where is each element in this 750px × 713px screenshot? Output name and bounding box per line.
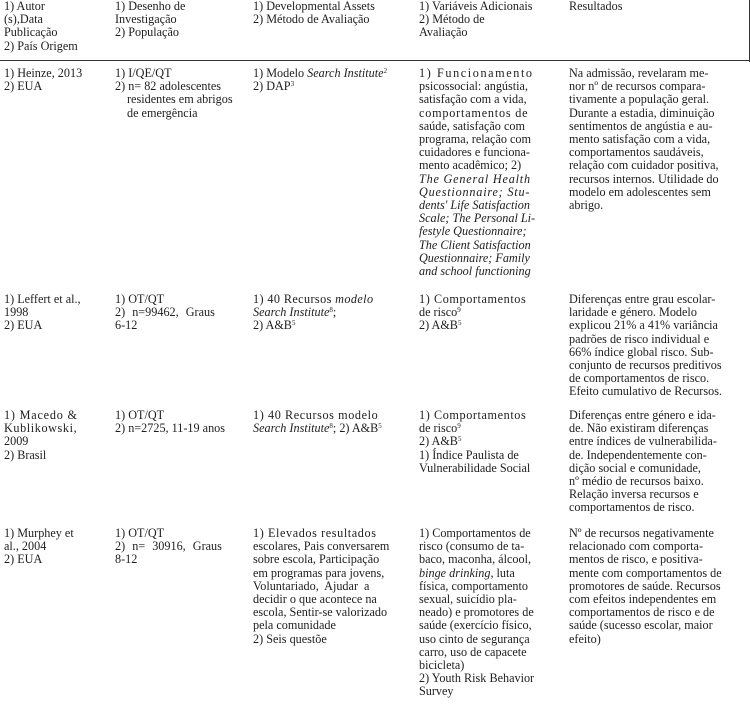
footnote-ref: 5: [457, 435, 462, 444]
text-fragment: 2) A&B: [253, 318, 292, 333]
text-fragment: ;: [332, 305, 337, 320]
text-line: 1) Leffert et al.,: [4, 292, 81, 306]
text-line: 1) Comportamentos: [419, 292, 527, 306]
text-line: 8-12: [115, 552, 138, 567]
header-line: 1) Developmental Assets: [253, 0, 375, 13]
text-line: psicossocial: angústia,: [419, 79, 528, 94]
text-line: 1) Funcionamento: [419, 66, 534, 80]
text-line: 66% índice global risco. Sub-: [569, 344, 714, 359]
text-line: 1) Índice Paulista de: [419, 447, 519, 462]
text-line: em programas para jovens,: [253, 565, 385, 580]
footnote-ref: 8: [329, 422, 333, 431]
text-fragment-italic: Search Institute: [253, 421, 330, 436]
text-fragment: 1) 40 Recursos: [253, 292, 336, 306]
text-line: mente com comportamentos de: [569, 565, 722, 580]
header-line: Publicação: [4, 25, 58, 40]
cell-author: [0, 523, 111, 705]
table-row: [0, 523, 750, 705]
header-line: 2) População: [115, 25, 179, 40]
text-line: comportamentos de risco.: [569, 500, 695, 515]
cell-design: [111, 523, 249, 705]
cell-results: [565, 523, 750, 705]
text-fragment: ; 2) A&B: [332, 421, 379, 436]
text-line: carro, uso de capacete: [419, 644, 527, 659]
header-line: Resultados: [569, 0, 623, 13]
text-line: neado) e promotores de: [419, 605, 534, 620]
cell-author: [0, 405, 111, 523]
text-line: Efeito cumulativo de Recursos.: [569, 384, 722, 399]
header-line: (s),Data: [4, 12, 43, 27]
text-line: comportamentos saudáveis,: [569, 145, 704, 160]
text-line: 2) n=2725, 11-19 anos: [115, 421, 226, 436]
text-line: 2) EUA: [4, 552, 43, 567]
text-line: 1) I/QE/QT: [115, 66, 172, 80]
text-line: de. Não existiram diferenças: [569, 421, 709, 436]
text-line: baco, maconha, álcool,: [419, 552, 532, 567]
text-line: sobre escola, Participação: [253, 552, 380, 567]
text-line: recursos internos. Utilidade do: [569, 171, 719, 186]
header-assets: [249, 0, 415, 61]
header-line: 1) Desenho de: [115, 0, 186, 13]
table-row: [0, 405, 750, 523]
text-fragment: , luta: [490, 565, 515, 580]
text-line-italic: and school functioning: [419, 264, 531, 279]
text-line: padrões de risco individual e: [569, 331, 710, 346]
text-line: 1) Macedo &: [4, 408, 78, 422]
header-line: 2) Método de: [419, 12, 485, 27]
footnote-ref: 5: [457, 319, 462, 328]
text-line: [253, 80, 411, 93]
text-line: [419, 435, 561, 448]
text-line: sentimentos de angústia e au-: [569, 118, 713, 133]
text-line: 1) 40 Recursos modelo: [253, 408, 379, 422]
text-fragment: 2) A&B: [419, 318, 458, 333]
text-line: comportamentos de risco e de: [569, 605, 715, 620]
text-line: decidir o que acontece na: [253, 592, 377, 607]
footnote-ref: 2: [383, 67, 388, 75]
text-fragment: 2) A&B: [419, 434, 458, 449]
text-fragment-italic: Search Institute: [307, 66, 384, 80]
footnote-ref: 9: [457, 306, 461, 315]
header-line: 2) País Origem: [4, 38, 78, 53]
text-line-italic: The General Health: [419, 171, 531, 186]
text-line: 1) Heinze, 2013: [4, 66, 83, 80]
text-line-italic: Questionnaire; Stu-: [419, 184, 531, 199]
text-line: pela comunidade: [253, 618, 336, 633]
footnote-ref: 5: [378, 422, 382, 431]
text-line: uso cinto de segurança: [419, 631, 530, 646]
text-line: escola, Sentir-se valorizado: [253, 605, 388, 620]
text-line: escolares, Pais conversarem: [253, 539, 390, 554]
text-fragment: de risco: [419, 305, 458, 320]
text-line-italic: The Client Satisfaction: [419, 237, 531, 252]
text-line: 2) Seis questõe: [253, 631, 327, 646]
cell-assets: [249, 523, 415, 705]
text-line: Kublikowski,: [4, 421, 78, 436]
text-line: Diferenças entre género e ida-: [569, 408, 716, 422]
text-line: 2) Youth Risk Behavior: [419, 671, 535, 686]
text-line: 2) EUA: [4, 79, 43, 94]
text-fragment-italic: binge drinking: [419, 565, 491, 580]
text-line: 1) Murphey et: [4, 526, 74, 540]
text-line: Durante a estadia, diminuição: [569, 105, 715, 120]
cell-results: [565, 405, 750, 523]
text-line: relação com cuidador positiva,: [569, 158, 719, 173]
text-line-italic: Scale; The Personal Li-: [419, 211, 536, 226]
footnote-ref: 9: [457, 422, 461, 431]
header-design: [111, 0, 249, 61]
text-line: de comportamentos de risco.: [569, 371, 710, 386]
text-fragment: 1) Modelo: [253, 66, 308, 80]
header-line: Avaliação: [419, 25, 468, 40]
cell-variables: [415, 405, 565, 523]
text-line: explicou 21% a 41% variância: [569, 318, 718, 333]
text-line: Voluntariado, Ajudar a: [253, 578, 370, 593]
text-line: física, comportamento: [419, 578, 528, 593]
cell-results: [565, 61, 750, 290]
cell-results: [565, 289, 750, 405]
text-line: conjunto de recursos preditivos: [569, 358, 722, 373]
footnote-ref: 3: [290, 80, 295, 89]
text-line: mentos de risco, e positiva-: [569, 552, 703, 567]
table-row: [0, 289, 750, 405]
text-line: de emergência: [127, 105, 198, 120]
text-line: promotores de saúde. Recursos: [569, 578, 721, 593]
text-fragment-italic: Search Institute: [253, 305, 330, 320]
text-line: 1) Comportamentos: [419, 408, 527, 422]
text-line-italic: Questionnaire; Family: [419, 250, 530, 265]
text-line: Survey: [419, 684, 454, 699]
text-line: 2009: [4, 434, 29, 449]
cell-variables: [415, 289, 565, 405]
header-results: [565, 0, 750, 61]
header-line: 1) Variáveis Adicionais: [419, 0, 533, 13]
cell-design: [111, 61, 249, 290]
text-line: nor nº de recursos compara-: [569, 79, 706, 94]
text-line: efeito): [569, 631, 601, 646]
text-line: 2) EUA: [4, 318, 43, 333]
text-line: 1) Comportamentos de: [419, 526, 531, 540]
text-line: 1) Elevados resultados: [253, 526, 377, 540]
cell-variables: [415, 523, 565, 705]
text-line: [419, 567, 561, 580]
text-line: com efeitos independentes em: [569, 592, 717, 607]
table-header-row: [0, 0, 750, 61]
text-line: modelo em adolescentes sem: [569, 184, 711, 199]
text-line: Diferenças entre grau escolar-: [569, 292, 716, 306]
text-line: satisfação com a vida,: [419, 92, 527, 107]
text-line-italic: dents' Life Satisfaction: [419, 198, 530, 213]
text-line: saúde (exercício físico,: [419, 618, 532, 633]
text-line: Na admissão, revelaram me-: [569, 66, 709, 80]
cell-author: [0, 61, 111, 290]
text-line: mento satisfação com a vida,: [569, 132, 711, 147]
text-line: abrigo.: [569, 198, 604, 213]
text-line: tivamente a população geral.: [569, 92, 710, 107]
cell-assets: [249, 405, 415, 523]
cell-design: [111, 289, 249, 405]
text-line: 1) OT/QT: [115, 408, 165, 422]
text-line: 2) n= 82 adolescentes: [115, 79, 222, 94]
footnote-ref: 8: [329, 306, 333, 315]
text-line: de. Independentemente con-: [569, 447, 707, 462]
text-line: comportamentos de: [419, 105, 529, 120]
text-line: 2) n= 30916, Graus: [115, 539, 222, 554]
text-line: 2) n=99462, Graus: [115, 305, 215, 320]
text-line: 6-12: [115, 318, 138, 333]
text-line: saúde (sucesso escolar, maior: [569, 618, 713, 633]
text-line: programa, relação com: [419, 132, 531, 147]
text-line: nº médio de recursos baixo.: [569, 474, 704, 489]
text-line: 1) OT/QT: [115, 526, 165, 540]
text-line: 1998: [4, 305, 29, 320]
text-line: [253, 422, 411, 435]
text-fragment-italic: modelo: [335, 292, 374, 306]
cell-variables: [415, 61, 565, 290]
text-line: dição social e comunidade,: [569, 460, 701, 475]
header-author: [0, 0, 111, 61]
text-fragment: 2) DAP: [253, 79, 291, 94]
text-line: cuidadores e funciona-: [419, 145, 530, 160]
text-line: [253, 319, 411, 332]
header-variables: [415, 0, 565, 61]
cell-assets: [249, 61, 415, 290]
text-line: entre índices de vulnerabilida-: [569, 434, 717, 449]
text-line: Vulnerabilidade Social: [419, 460, 531, 475]
text-fragment: de risco: [419, 421, 458, 436]
text-line: bicicleta): [419, 658, 465, 673]
header-line: Investigação: [115, 12, 177, 27]
text-line: relacionado com comporta-: [569, 539, 704, 554]
cell-assets: [249, 289, 415, 405]
text-line: 2) Brasil: [4, 447, 47, 462]
text-line: mento acadêmico; 2): [419, 158, 522, 173]
text-line: risco (consumo de ta-: [419, 539, 525, 554]
text-line: al., 2004: [4, 539, 47, 554]
header-line: 1) Autor: [4, 0, 45, 13]
text-line: saúde, satisfação com: [419, 118, 525, 133]
text-line: [419, 319, 561, 332]
footnote-ref: 5: [291, 319, 296, 328]
text-line: Relação inversa recursos e: [569, 487, 699, 502]
text-line: residentes em abrigos: [127, 92, 233, 107]
cell-design: [111, 405, 249, 523]
text-line: Nº de recursos negativamente: [569, 526, 714, 540]
cell-author: [0, 289, 111, 405]
text-line: laridade e género. Modelo: [569, 305, 697, 320]
text-line: sexual, suicídio pla-: [419, 592, 517, 607]
text-line: 1) OT/QT: [115, 292, 165, 306]
header-line: 2) Método de Avaliação: [253, 12, 370, 27]
text-line-italic: festyle Questionnaire;: [419, 224, 527, 239]
table-row: [0, 61, 750, 290]
